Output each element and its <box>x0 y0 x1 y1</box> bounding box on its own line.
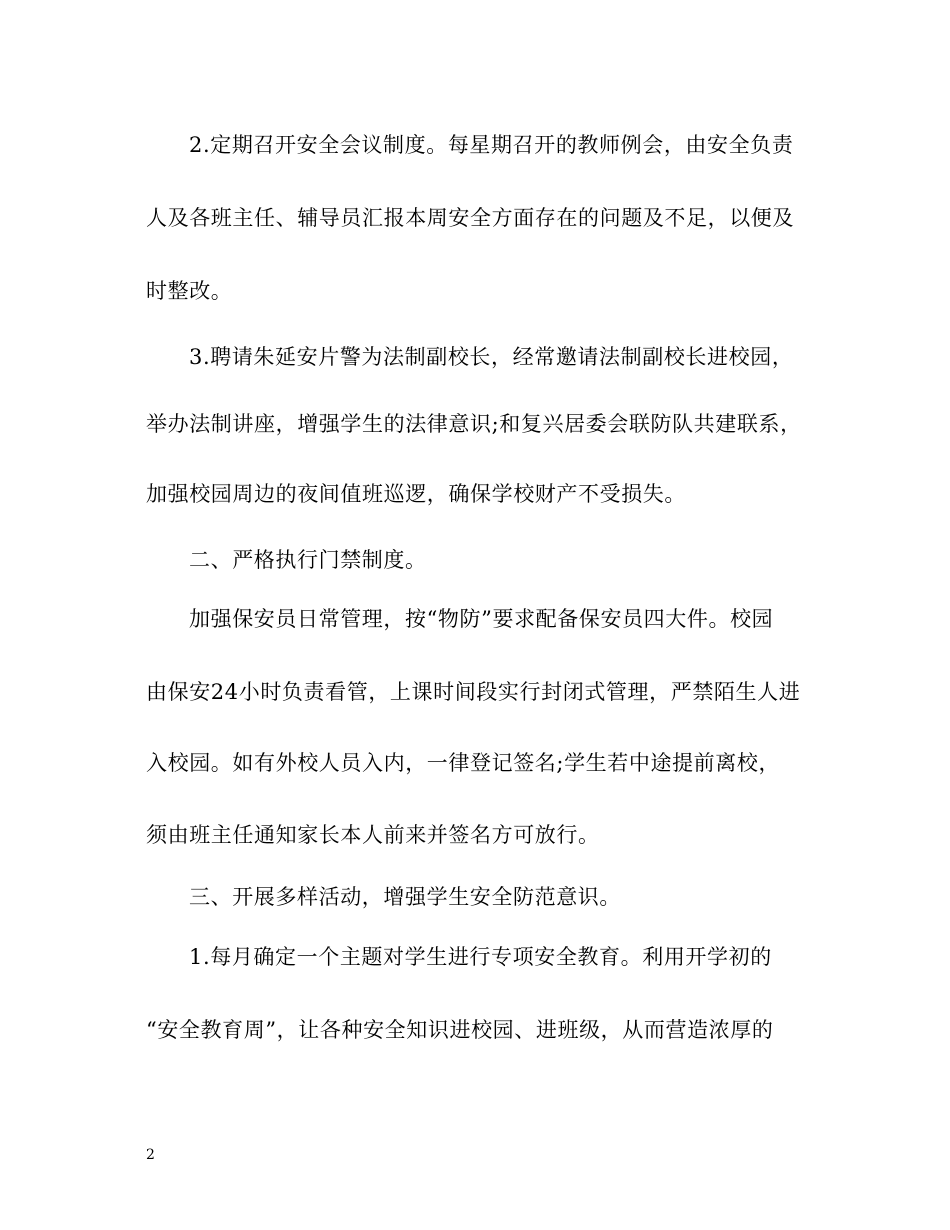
section-heading: 三、开展多样活动，增强学生安全防范意识。 <box>189 885 621 909</box>
paragraph-line: 举办法制讲座，增强学生的法律意识;和复兴居委会联防队共建联系， <box>146 412 802 436</box>
paragraph-line: 3.聘请朱延安片警为法制副校长，经常邀请法制副校长进校园， <box>189 345 794 369</box>
section-heading: 二、严格执行门禁制度。 <box>189 548 427 572</box>
paragraph-line: 1.每月确定一个主题对学生进行专项安全教育。利用开学初的 <box>189 945 772 969</box>
paragraph-line: 入校园。如有外校人员入内，一律登记签名;学生若中途提前离校， <box>146 751 781 775</box>
paragraph-line: “安全教育周”，让各种安全知识进校园、进班级，从而营造浓厚的 <box>146 1018 774 1042</box>
paragraph-line: 须由班主任通知家长本人前来并签名方可放行。 <box>146 823 600 847</box>
paragraph-line: 加强校园周边的夜间值班巡逻，确保学校财产不受损失。 <box>146 482 686 506</box>
paragraph-line: 人及各班主任、辅导员汇报本周安全方面存在的问题及不足，以便及 <box>146 206 794 230</box>
page-number: 2 <box>146 1147 155 1163</box>
paragraph-line: 2.定期召开安全会议制度。每星期召开的教师例会，由安全负责 <box>189 133 794 157</box>
paragraph-line: 加强保安员日常管理，按“物防”要求配备保安员四大件。校园 <box>189 607 774 631</box>
paragraph-line: 时整改。 <box>146 279 233 303</box>
paragraph-line: 由保安24小时负责看管，上课时间段实行封闭式管理，严禁陌生人进 <box>146 680 801 704</box>
